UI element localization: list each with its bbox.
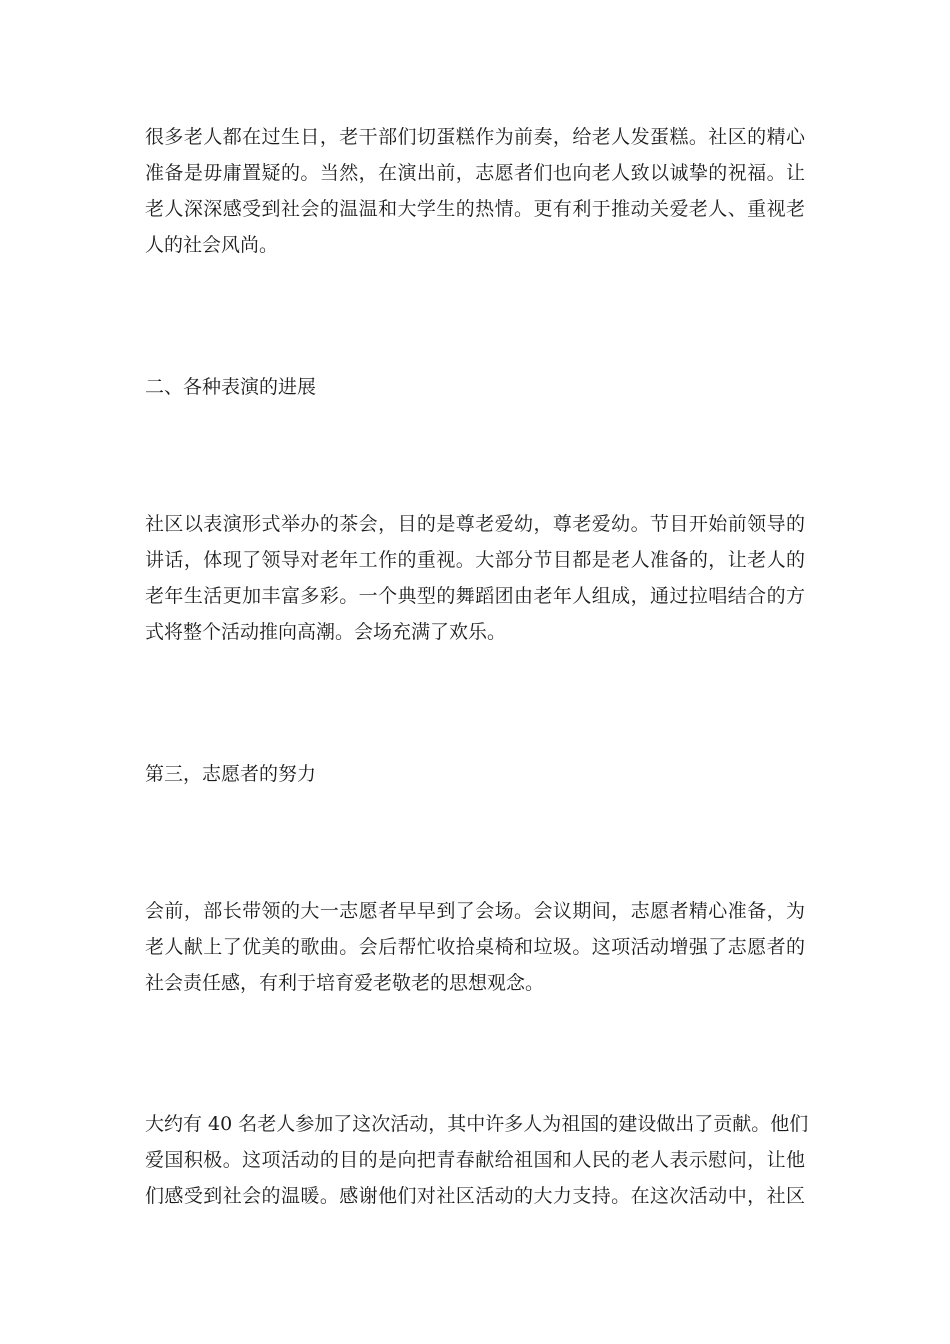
paragraph-line: 社区以表演形式举办的茶会，目的是尊老爱幼，尊老爱幼。节目开始前领导的 [145, 513, 805, 535]
paragraph-line: 们感受到社会的温暖。感谢他们对社区活动的大力支持。在这次活动中，社区 [145, 1185, 805, 1207]
paragraph-birthday-celebration [145, 119, 805, 263]
paragraph-line: 讲话，体现了领导对老年工作的重视。大部分节目都是老人准备的，让老人的 [145, 549, 805, 571]
section-heading-volunteers [145, 756, 805, 792]
section-heading-performances [145, 369, 805, 405]
paragraph-line: 老年生活更加丰富多彩。一个典型的舞蹈团由老年人组成，通过拉唱结合的方 [145, 585, 805, 607]
paragraph-volunteer-effort [145, 893, 805, 1001]
paragraph-line: 社会责任感，有利于培育爱老敬老的思想观念。 [145, 972, 545, 994]
paragraph-tea-party [145, 506, 805, 650]
heading-text: 二、各种表演的进展 [145, 376, 317, 398]
paragraph-line: 准备是毋庸置疑的。当然，在演出前，志愿者们也向老人致以诚挚的祝福。让 [145, 162, 805, 184]
paragraph-line: 爱国积极。这项活动的目的是向把青春献给祖国和人民的老人表示慰问，让他 [145, 1149, 805, 1171]
paragraph-line: 式将整个活动推向高潮。会场充满了欢乐。 [145, 621, 507, 643]
paragraph-line: 大约有 40 名老人参加了这次活动，其中许多人为祖国的建设做出了贡献。他们 [145, 1113, 809, 1135]
paragraph-line: 人的社会风尚。 [145, 234, 279, 256]
heading-text: 第三，志愿者的努力 [145, 763, 317, 785]
paragraph-participants [145, 1106, 809, 1214]
paragraph-line: 会前，部长带领的大一志愿者早早到了会场。会议期间，志愿者精心准备，为 [145, 900, 805, 922]
paragraph-line: 很多老人都在过生日，老干部们切蛋糕作为前奏，给老人发蛋糕。社区的精心 [145, 126, 805, 148]
paragraph-line: 老人献上了优美的歌曲。会后帮忙收拾桌椅和垃圾。这项活动增强了志愿者的 [145, 936, 805, 958]
paragraph-line: 老人深深感受到社会的温温和大学生的热情。更有利于推动关爱老人、重视老 [145, 198, 805, 220]
